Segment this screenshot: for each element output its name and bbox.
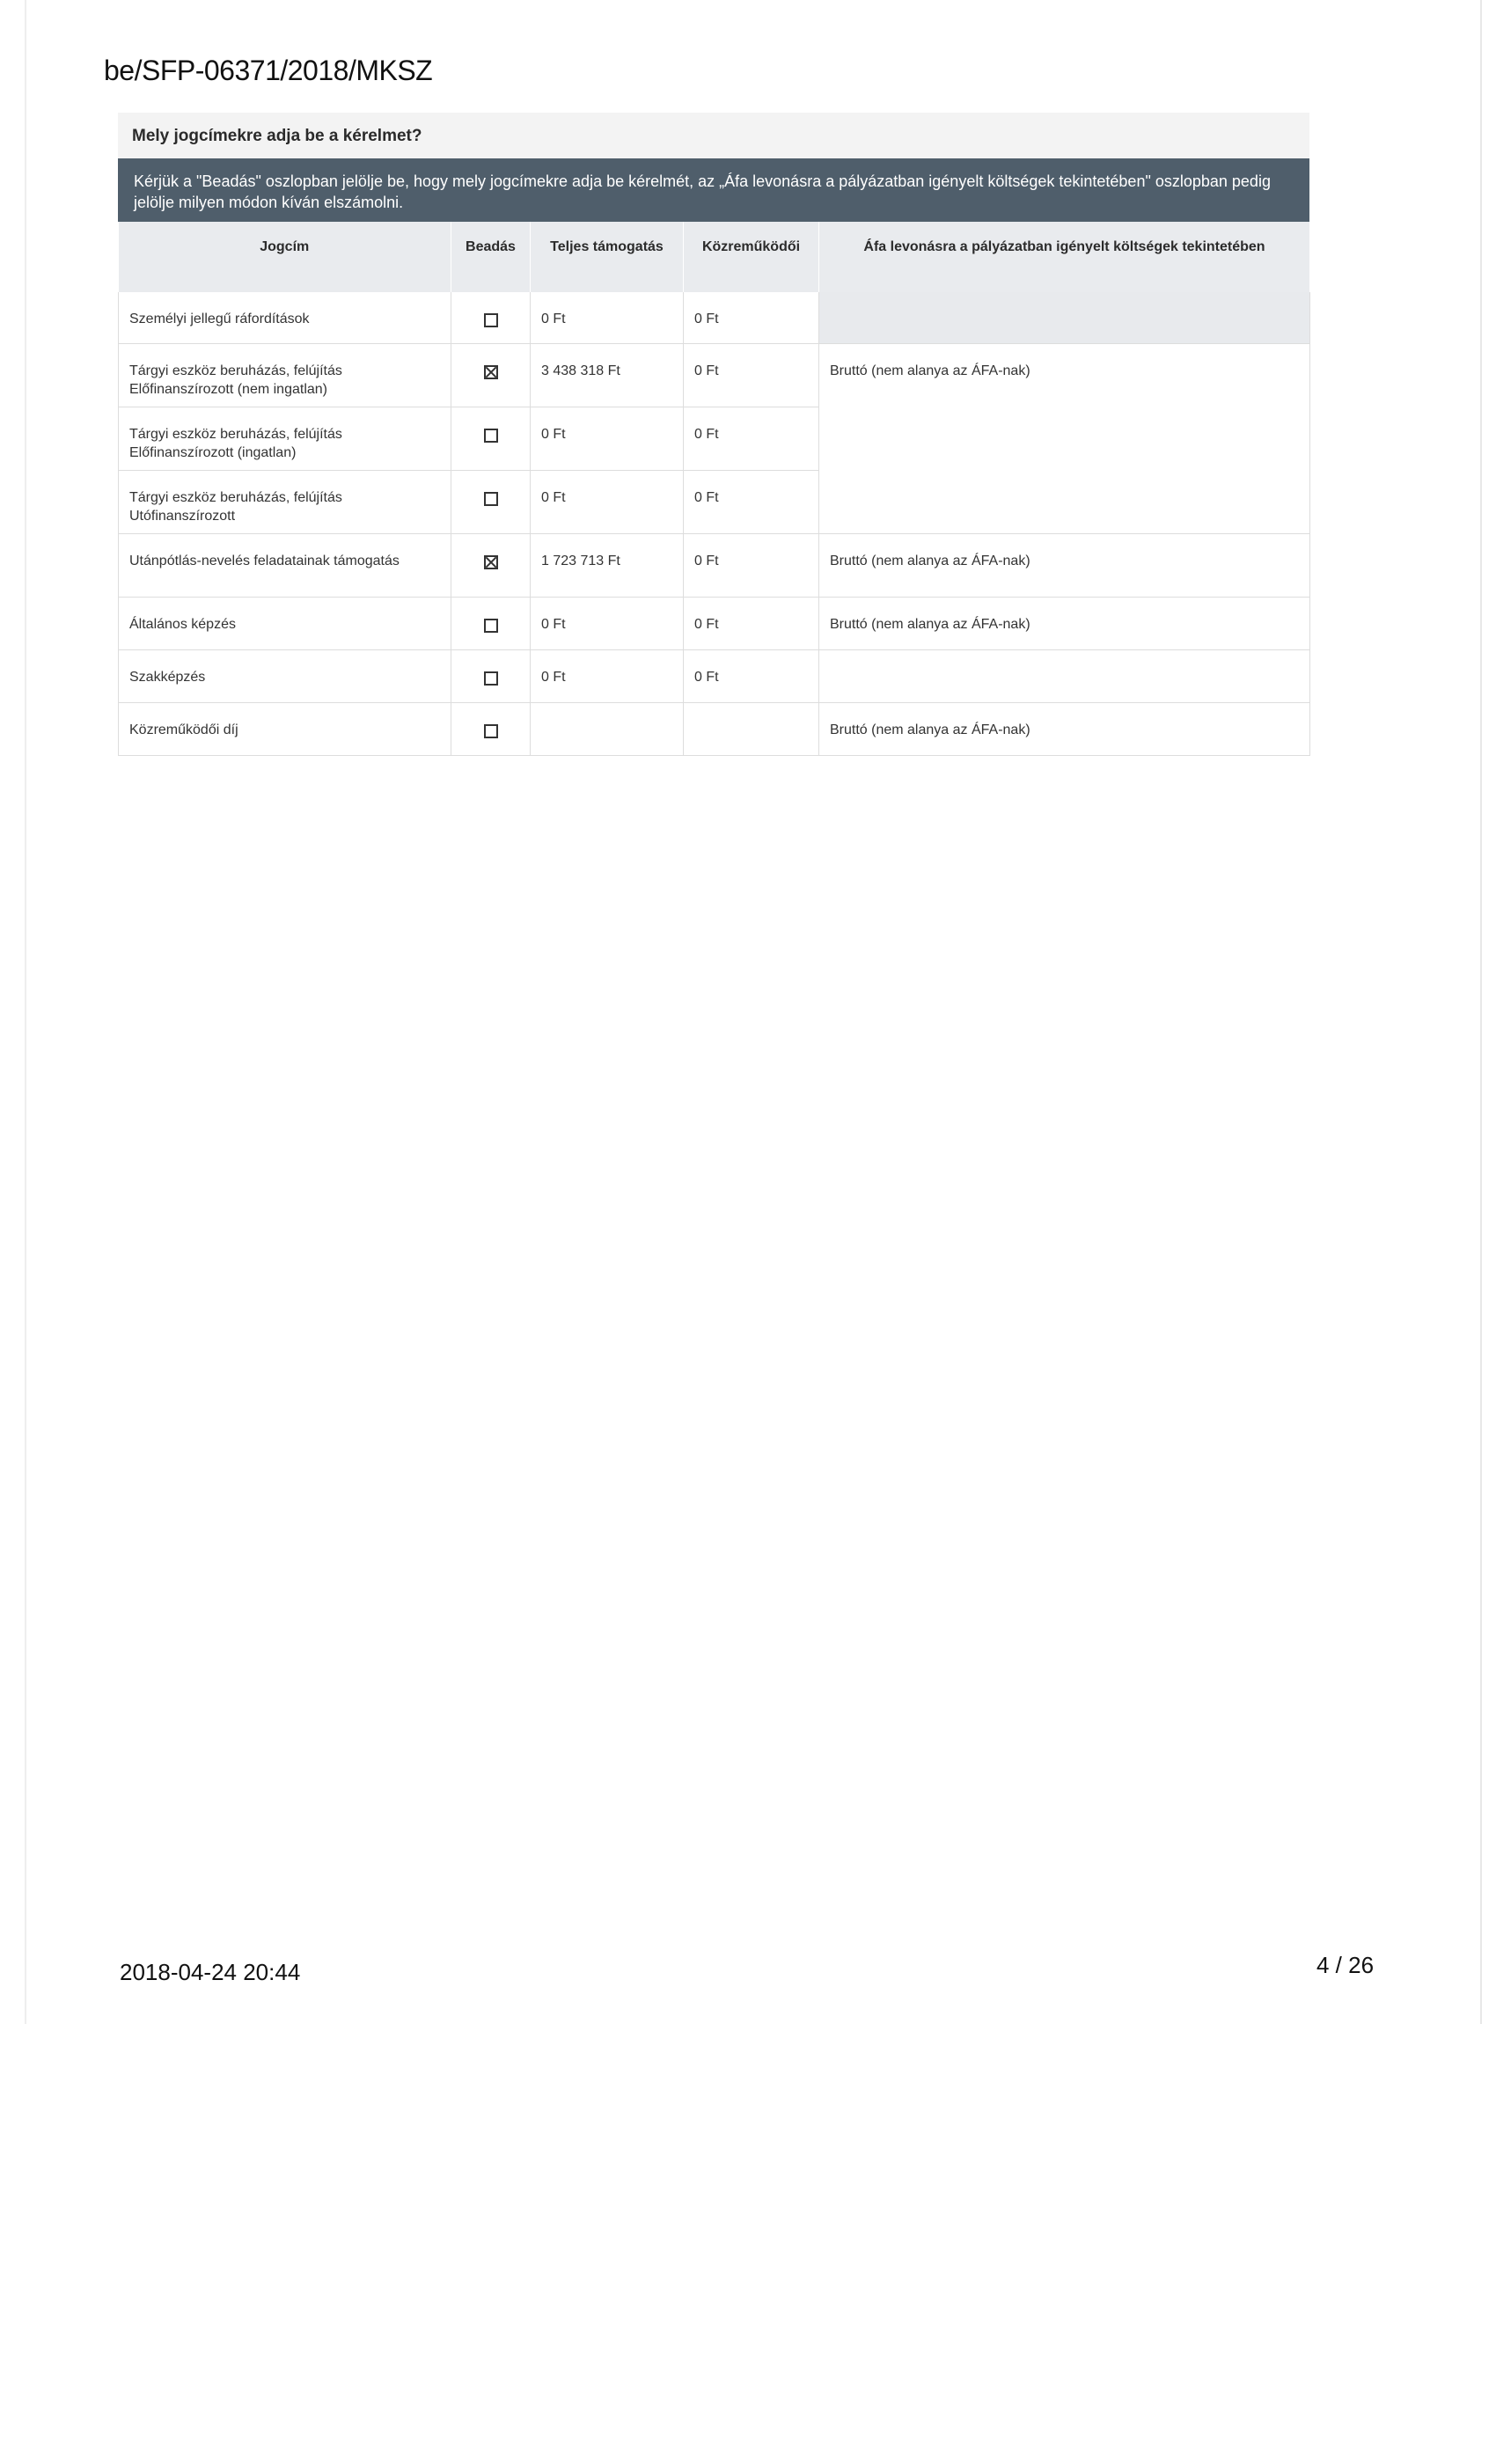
afa-cell: [819, 470, 1310, 533]
jogcim-cell: Tárgyi eszköz beruházás, felújítás Előfinanszírozott (nem ingatlan): [119, 343, 451, 407]
afa-cell: [819, 407, 1310, 470]
afa-cell: [819, 649, 1310, 702]
jogcim-cell: Utánpótlás-nevelés feladatainak támogatás: [119, 533, 451, 597]
beadas-cell: [451, 407, 531, 470]
jogcim-cell: Közreműködői díj: [119, 702, 451, 755]
page-edge: [25, 0, 26, 2024]
page-edge: [1480, 0, 1482, 2024]
kozremukodoi-cell: 0 Ft: [684, 533, 819, 597]
table-row: [119, 470, 1310, 533]
table-row: [119, 343, 1310, 407]
beadas-cell: [451, 470, 531, 533]
kozremukodoi-cell: [684, 702, 819, 755]
afa-cell: Bruttó (nem alanya az ÁFA-nak): [819, 343, 1310, 407]
footer-date: 2018-04-24 20:44: [120, 1959, 301, 1985]
kozremukodoi-cell: 0 Ft: [684, 597, 819, 649]
kozremukodoi-cell: 0 Ft: [684, 649, 819, 702]
header-beadas: Beadás: [451, 222, 531, 292]
unchecked-checkbox[interactable]: [484, 429, 498, 443]
document-id: be/SFP-06371/2018/MKSZ: [104, 55, 433, 86]
header-teljes-tamogatas: Teljes támogatás: [531, 222, 684, 292]
afa-cell: [819, 292, 1310, 343]
jogcim-cell: Szakképzés: [119, 649, 451, 702]
beadas-cell: [451, 533, 531, 597]
claim-section: [118, 113, 1309, 756]
teljes-tamogatas-cell: [531, 702, 684, 755]
jogcim-cell: Tárgyi eszköz beruházás, felújítás Utófinanszírozott: [119, 470, 451, 533]
table-row: [119, 702, 1310, 755]
beadas-cell: [451, 597, 531, 649]
unchecked-checkbox[interactable]: [484, 492, 498, 506]
teljes-tamogatas-cell: 0 Ft: [531, 407, 684, 470]
table-row: [119, 533, 1310, 597]
jogcim-cell: Tárgyi eszköz beruházás, felújítás Előfinanszírozott (ingatlan): [119, 407, 451, 470]
kozremukodoi-cell: 0 Ft: [684, 407, 819, 470]
teljes-tamogatas-cell: 0 Ft: [531, 597, 684, 649]
jogcim-cell: Általános képzés: [119, 597, 451, 649]
unchecked-checkbox[interactable]: [484, 724, 498, 738]
unchecked-checkbox[interactable]: [484, 671, 498, 686]
header-afa: Áfa levonásra a pályázatban igényelt költségek tekintetében: [819, 222, 1310, 292]
teljes-tamogatas-cell: 1 723 713 Ft: [531, 533, 684, 597]
teljes-tamogatas-cell: 0 Ft: [531, 649, 684, 702]
table-row: [119, 649, 1310, 702]
beadas-cell: [451, 343, 531, 407]
header-jogcim: Jogcím: [119, 222, 451, 292]
teljes-tamogatas-cell: 0 Ft: [531, 292, 684, 343]
kozremukodoi-cell: 0 Ft: [684, 470, 819, 533]
table-row: [119, 597, 1310, 649]
checked-checkbox[interactable]: [484, 365, 498, 379]
table-row: [119, 292, 1310, 343]
table-header-row: [119, 222, 1310, 292]
kozremukodoi-cell: 0 Ft: [684, 343, 819, 407]
teljes-tamogatas-cell: 3 438 318 Ft: [531, 343, 684, 407]
table-row: [119, 407, 1310, 470]
claims-table: [118, 222, 1310, 756]
unchecked-checkbox[interactable]: [484, 619, 498, 633]
instruction-banner: Kérjük a "Beadás" oszlopban jelölje be, hogy mely jogcímekre adja be kérelmét, az „Áfa levonásra a pályázatban igényelt költségek tekintetében" oszlopban pedig jelölje milyen módon kíván elszámolni.: [118, 158, 1309, 222]
afa-cell: Bruttó (nem alanya az ÁFA-nak): [819, 597, 1310, 649]
checked-checkbox[interactable]: [484, 555, 498, 569]
kozremukodoi-cell: 0 Ft: [684, 292, 819, 343]
teljes-tamogatas-cell: 0 Ft: [531, 470, 684, 533]
page-number: 4 / 26: [1316, 1952, 1375, 1978]
unchecked-checkbox[interactable]: [484, 313, 498, 327]
afa-cell: Bruttó (nem alanya az ÁFA-nak): [819, 702, 1310, 755]
afa-cell: Bruttó (nem alanya az ÁFA-nak): [819, 533, 1310, 597]
section-title: Mely jogcímekre adja be a kérelmet?: [118, 113, 1309, 158]
beadas-cell: [451, 292, 531, 343]
beadas-cell: [451, 702, 531, 755]
jogcim-cell: Személyi jellegű ráfordítások: [119, 292, 451, 343]
header-kozremukodoi: Közreműködői: [684, 222, 819, 292]
beadas-cell: [451, 649, 531, 702]
